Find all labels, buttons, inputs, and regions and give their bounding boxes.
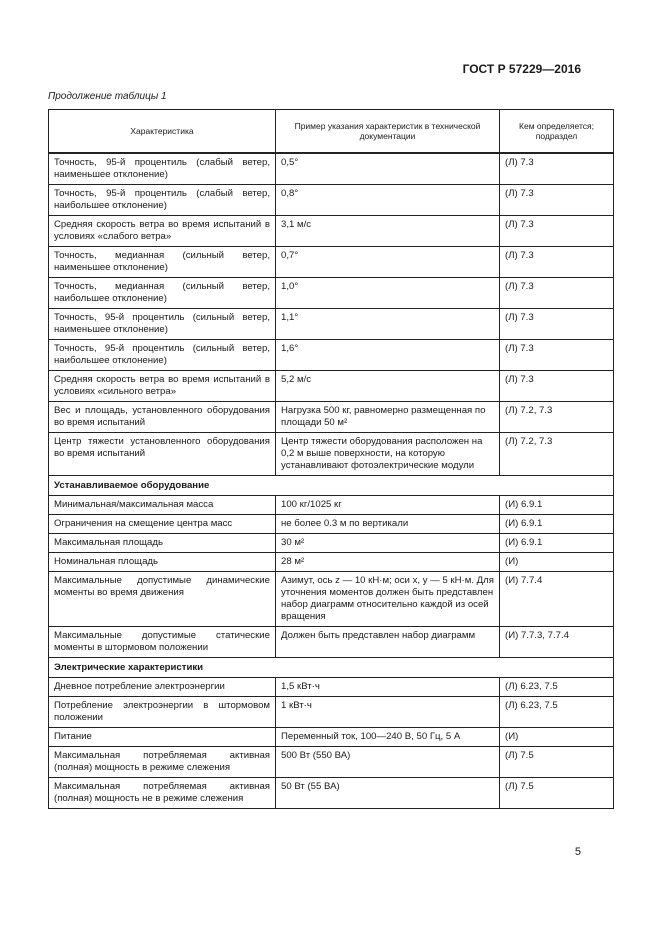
table-continuation-note: Продолжение таблицы 1 xyxy=(48,91,167,102)
table-row xyxy=(49,534,614,553)
section-title: Устанавливаемое оборудование xyxy=(49,476,614,496)
table-row xyxy=(49,371,614,402)
table-row xyxy=(49,728,614,747)
cell-determined-by: (И) 6.9.1 xyxy=(500,515,614,534)
cell-determined-by: (Л) 7.3 xyxy=(500,153,614,185)
table-row xyxy=(49,340,614,371)
table-header-row xyxy=(49,110,614,154)
cell-determined-by: (Л) 7.3 xyxy=(500,309,614,340)
cell-characteristic: Точность, 95-й процентиль (слабый ветер, наименьшее отклонение) xyxy=(49,153,276,185)
table-row xyxy=(49,153,614,185)
cell-characteristic: Точность, 95-й процентиль (сильный ветер, наибольшее отклонение) xyxy=(49,340,276,371)
cell-example-value: Центр тяжести оборудования расположен на 0,2 м выше поверхности, на которую устанавливают фотоэлектрические модули xyxy=(276,433,500,476)
cell-characteristic: Средняя скорость ветра во время испытаний в условиях «сильного ветра» xyxy=(49,371,276,402)
table-row xyxy=(49,185,614,216)
cell-characteristic: Потребление электроэнергии в штормовом положении xyxy=(49,697,276,728)
cell-example-value: Переменный ток, 100—240 В, 50 Гц, 5 А xyxy=(276,728,500,747)
cell-example-value: 50 Вт (55 ВА) xyxy=(276,778,500,809)
cell-characteristic: Вес и площадь, установленного оборудования во время испытаний xyxy=(49,402,276,433)
section-title: Электрические характеристики xyxy=(49,658,614,678)
table-section-row xyxy=(49,476,614,496)
table-row xyxy=(49,216,614,247)
cell-determined-by: (Л) 6.23, 7.5 xyxy=(500,697,614,728)
table-row xyxy=(49,309,614,340)
cell-determined-by: (И) 6.9.1 xyxy=(500,496,614,515)
table-row xyxy=(49,697,614,728)
table-row xyxy=(49,402,614,433)
cell-characteristic: Номинальная площадь xyxy=(49,553,276,572)
cell-determined-by: (И) 7.7.4 xyxy=(500,572,614,627)
cell-characteristic: Средняя скорость ветра во время испытаний в условиях «слабого ветра» xyxy=(49,216,276,247)
cell-characteristic: Максимальная потребляемая активная (полная) мощность не в режиме слежения xyxy=(49,778,276,809)
cell-determined-by: (И) xyxy=(500,728,614,747)
cell-example-value: Должен быть представлен набор диаграмм xyxy=(276,627,500,658)
table-row xyxy=(49,433,614,476)
cell-determined-by: (Л) 7.3 xyxy=(500,216,614,247)
cell-example-value: 100 кг/1025 кг xyxy=(276,496,500,515)
page-number: 5 xyxy=(574,846,581,858)
column-header-determined-by: Кем определяется; подраздел xyxy=(500,110,614,154)
table-section-row xyxy=(49,658,614,678)
cell-characteristic: Максимальные допустимые статические моменты в штормовом положении xyxy=(49,627,276,658)
cell-example-value: 1,0° xyxy=(276,278,500,309)
cell-example-value: не более 0.3 м по вертикали xyxy=(276,515,500,534)
characteristics-table xyxy=(48,109,614,809)
table-body xyxy=(49,153,614,809)
column-header-characteristic: Характеристика xyxy=(49,110,276,154)
cell-determined-by: (Л) 7.3 xyxy=(500,247,614,278)
table-row xyxy=(49,278,614,309)
cell-determined-by: (Л) 6.23, 7.5 xyxy=(500,678,614,697)
cell-characteristic: Максимальная площадь xyxy=(49,534,276,553)
cell-characteristic: Минимальная/максимальная масса xyxy=(49,496,276,515)
cell-characteristic: Дневное потребление электроэнергии xyxy=(49,678,276,697)
table-row xyxy=(49,553,614,572)
table-row xyxy=(49,678,614,697)
table-row xyxy=(49,247,614,278)
cell-example-value: 1,1° xyxy=(276,309,500,340)
cell-example-value: 5,2 м/с xyxy=(276,371,500,402)
cell-example-value: 28 м² xyxy=(276,553,500,572)
table-row xyxy=(49,778,614,809)
cell-determined-by: (Л) 7.5 xyxy=(500,778,614,809)
cell-determined-by: (Л) 7.3 xyxy=(500,185,614,216)
cell-characteristic: Максимальная потребляемая активная (полная) мощность в режиме слежения xyxy=(49,747,276,778)
cell-example-value: Азимут, ось z — 10 кН·м; оси x, y — 5 кН·м. Для уточнения моментов должен быть представлен набор диаграмм относительно каждой из осей вращения xyxy=(276,572,500,627)
cell-determined-by: (Л) 7.5 xyxy=(500,747,614,778)
table-row xyxy=(49,572,614,627)
cell-example-value: 1 кВт·ч xyxy=(276,697,500,728)
cell-example-value: 0,5° xyxy=(276,153,500,185)
standard-code: ГОСТ Р 57229—2016 xyxy=(462,62,581,76)
cell-example-value: 0,8° xyxy=(276,185,500,216)
cell-determined-by: (Л) 7.3 xyxy=(500,278,614,309)
cell-example-value: 1,5 кВт·ч xyxy=(276,678,500,697)
cell-example-value: 3,1 м/с xyxy=(276,216,500,247)
cell-characteristic: Точность, 95-й процентиль (слабый ветер, наибольшее отклонение) xyxy=(49,185,276,216)
cell-determined-by: (Л) 7.2, 7.3 xyxy=(500,433,614,476)
table-row xyxy=(49,496,614,515)
cell-determined-by: (Л) 7.3 xyxy=(500,340,614,371)
cell-determined-by: (Л) 7.3 xyxy=(500,371,614,402)
cell-characteristic: Точность, медианная (сильный ветер, наибольшее отклонение) xyxy=(49,278,276,309)
cell-example-value: 0,7° xyxy=(276,247,500,278)
column-header-example: Пример указания характеристик в технической документации xyxy=(276,110,500,154)
cell-determined-by: (И) 6.9.1 xyxy=(500,534,614,553)
cell-determined-by: (И) 7.7.3, 7.7.4 xyxy=(500,627,614,658)
cell-example-value: 30 м² xyxy=(276,534,500,553)
cell-characteristic: Ограничения на смещение центра масс xyxy=(49,515,276,534)
table-row xyxy=(49,515,614,534)
table-row xyxy=(49,627,614,658)
cell-determined-by: (Л) 7.2, 7.3 xyxy=(500,402,614,433)
cell-example-value: 1,6° xyxy=(276,340,500,371)
cell-determined-by: (И) xyxy=(500,553,614,572)
cell-example-value: 500 Вт (550 ВА) xyxy=(276,747,500,778)
cell-characteristic: Питание xyxy=(49,728,276,747)
cell-characteristic: Точность, медианная (сильный ветер, наименьшее отклонение) xyxy=(49,247,276,278)
table-row xyxy=(49,747,614,778)
cell-example-value: Нагрузка 500 кг, равномерно размещенная по площади 50 м² xyxy=(276,402,500,433)
cell-characteristic: Точность, 95-й процентиль (сильный ветер, наименьшее отклонение) xyxy=(49,309,276,340)
cell-characteristic: Центр тяжести установленного оборудования во время испытаний xyxy=(49,433,276,476)
cell-characteristic: Максимальные допустимые динамические моменты во время движения xyxy=(49,572,276,627)
